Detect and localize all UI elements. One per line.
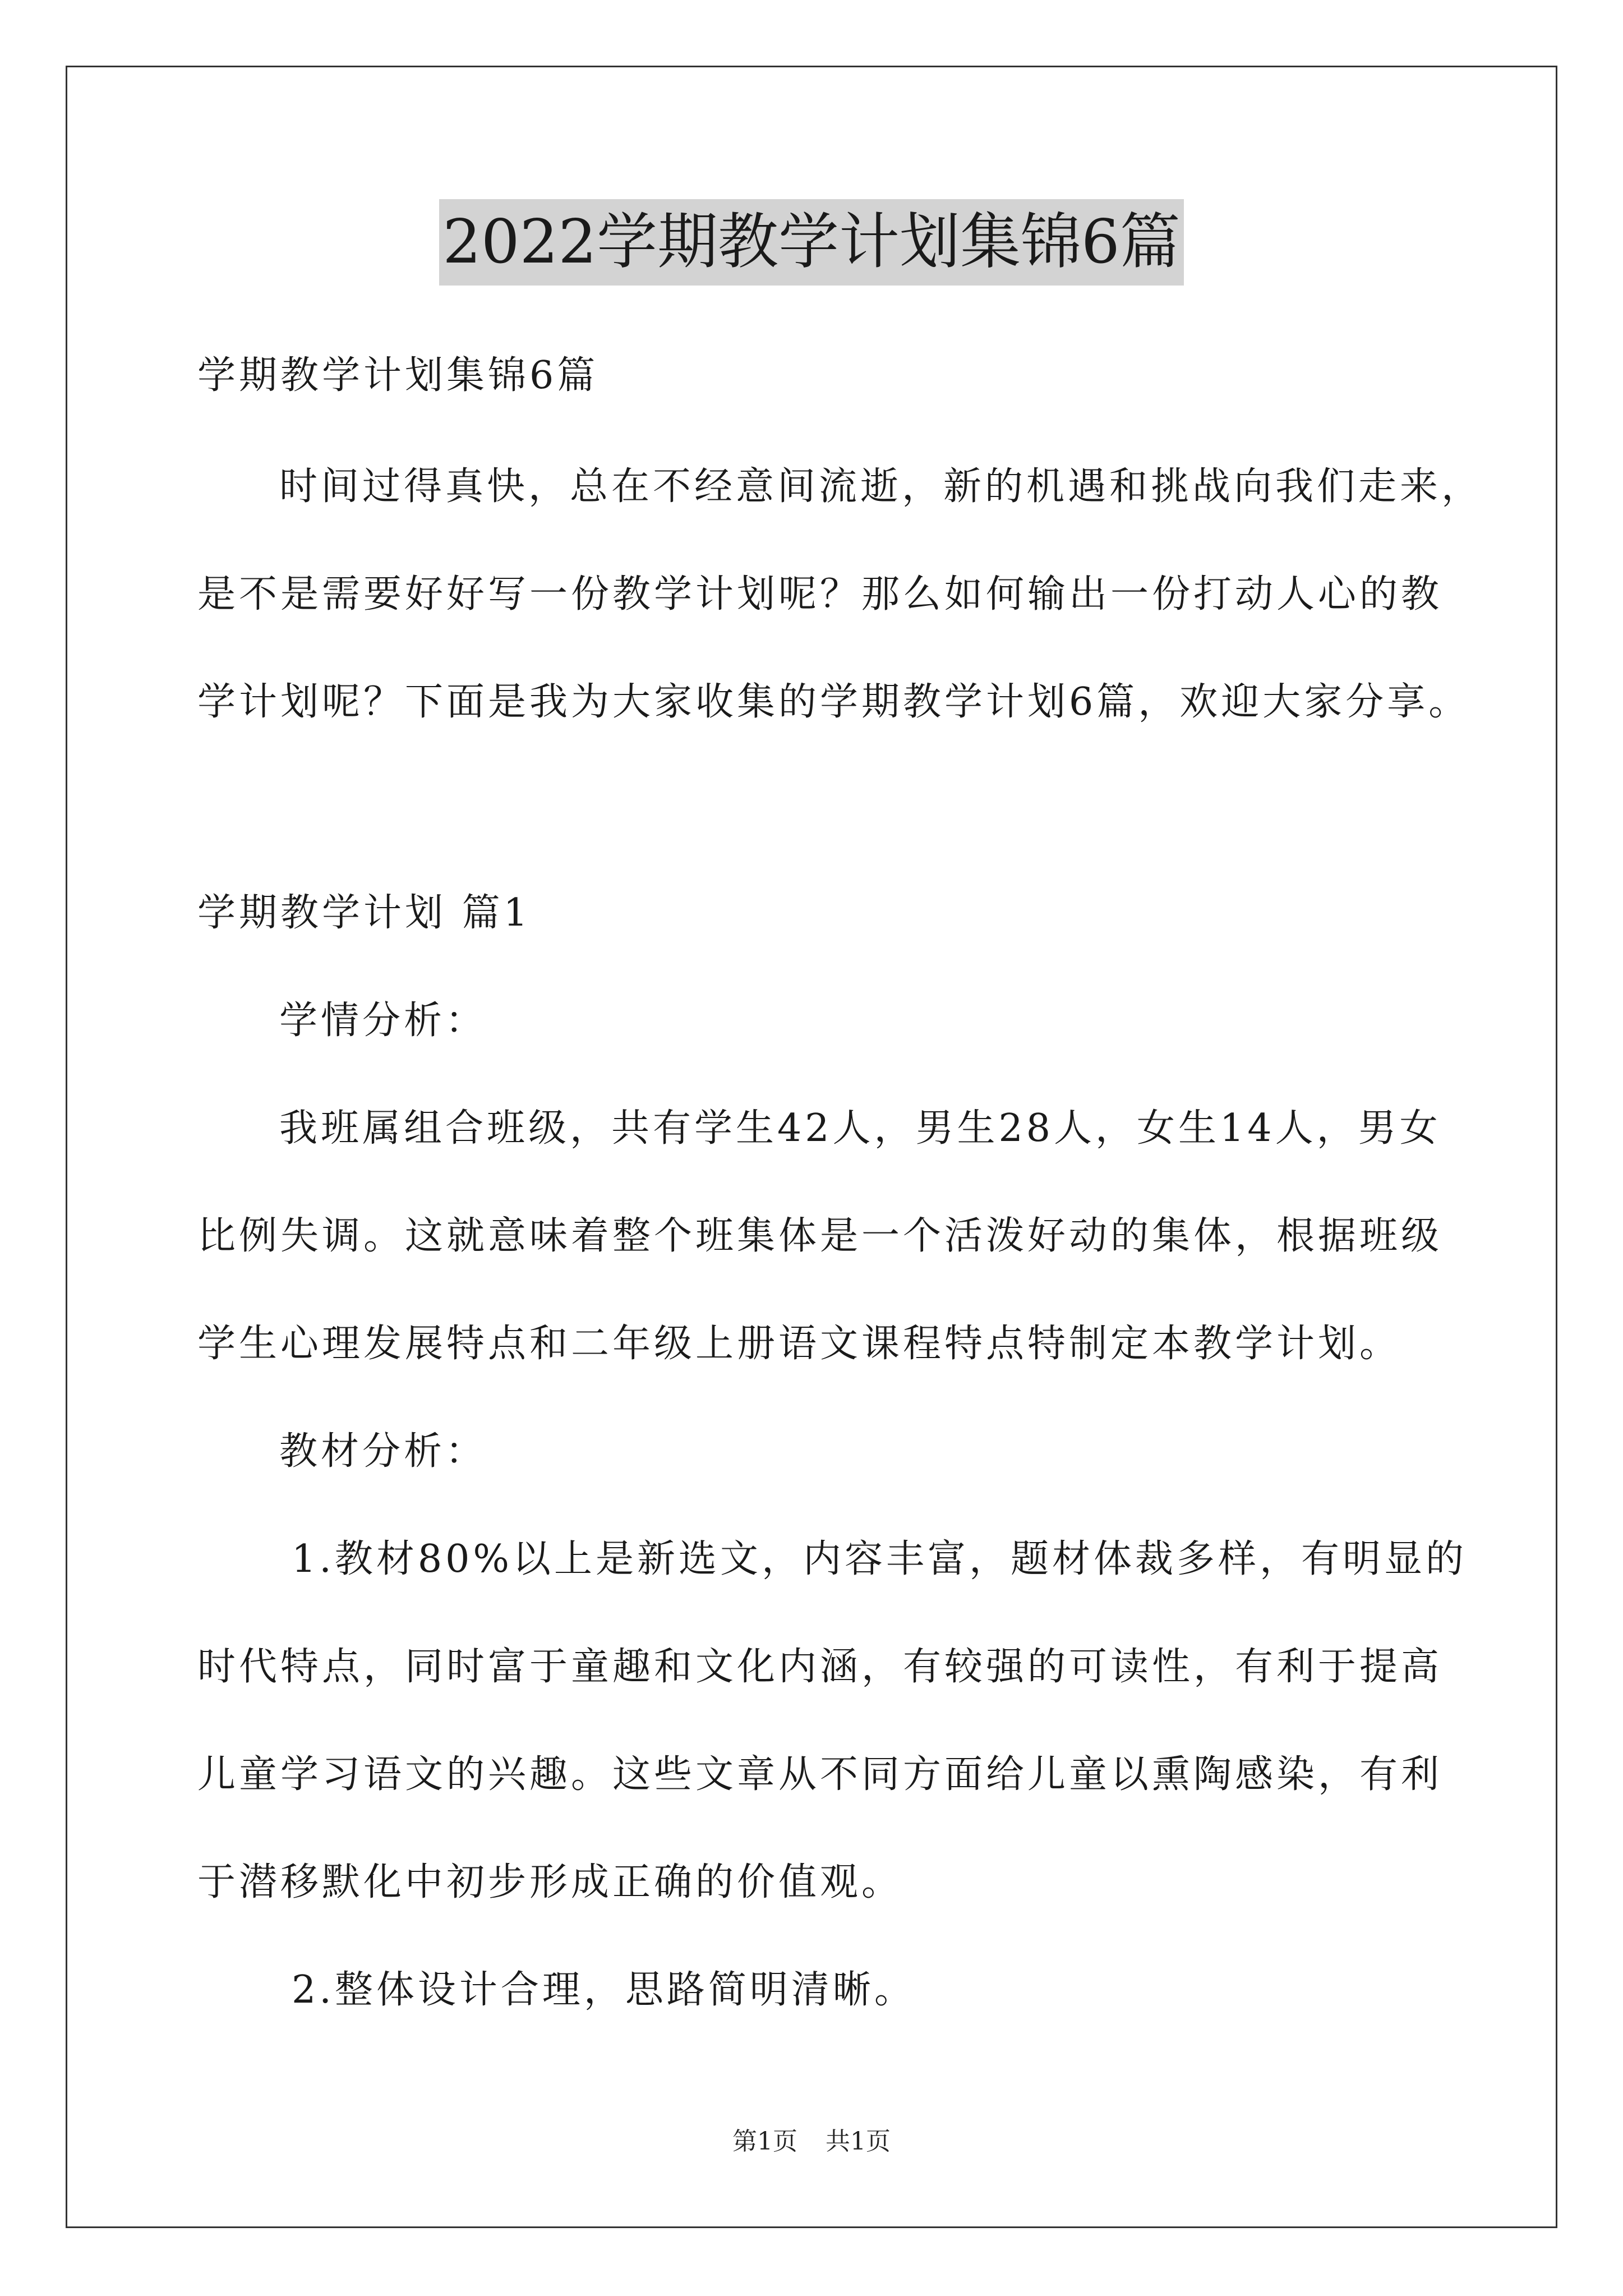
page-footer [0,2126,1623,2157]
page-total: 共1页 [826,2127,891,2156]
point2-line: 2.整体设计合理，思路简明清晰。 [292,1968,916,2012]
document-title: 2022学期教学计划集锦6篇 [439,199,1184,286]
intro-line-3: 学计划呢？下面是我为大家收集的学期教学计划6篇，欢迎大家分享。 [197,680,1470,724]
point1-line-1: 1.教材80%以上是新选文，内容丰富，题材体裁多样，有明显的 [292,1537,1468,1581]
student-analysis-line-1: 我班属组合班级，共有学生42人，男生28人，女生14人，男女 [279,1106,1441,1151]
point1-line-4: 于潜移默化中初步形成正确的价值观。 [197,1860,903,1904]
title-container [0,199,1623,286]
section-heading: 学期教学计划 篇1 [197,891,531,935]
material-analysis-label: 教材分析： [279,1429,487,1474]
intro-line-1: 时间过得真快，总在不经意间流逝，新的机遇和挑战向我们走来， [279,464,1483,509]
document-subtitle: 学期教学计划集锦6篇 [197,353,599,398]
point1-line-2: 时代特点，同时富于童趣和文化内涵，有较强的可读性，有利于提高 [197,1645,1443,1689]
student-analysis-label: 学情分析： [279,999,487,1043]
student-analysis-line-3: 学生心理发展特点和二年级上册语文课程特点特制定本教学计划。 [197,1322,1401,1366]
student-analysis-line-2: 比例失调。这就意味着整个班集体是一个活泼好动的集体，根据班级 [197,1214,1443,1258]
intro-line-2: 是不是需要好好写一份教学计划呢？那么如何输出一份打动人心的教 [197,572,1443,616]
point1-line-3: 儿童学习语文的兴趣。这些文章从不同方面给儿童以熏陶感染，有利 [197,1752,1443,1797]
page-current: 第1页 [732,2127,797,2156]
